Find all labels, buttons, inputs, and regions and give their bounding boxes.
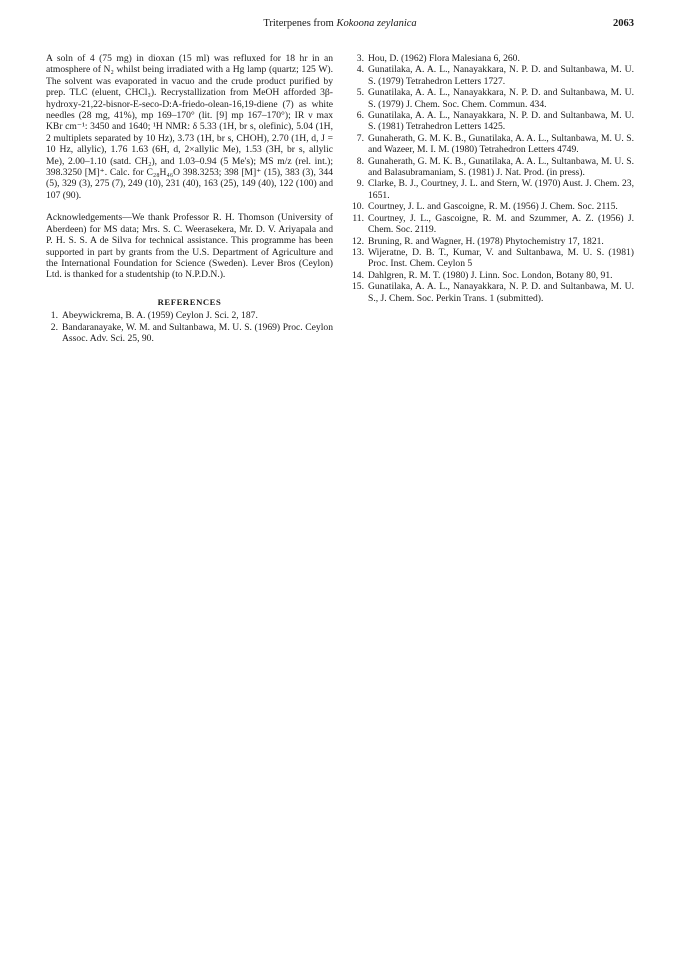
page-number: 2063 <box>613 18 634 29</box>
reference-item <box>46 322 333 345</box>
reference-item <box>352 87 634 110</box>
references-heading: REFERENCES <box>157 296 222 307</box>
running-title <box>46 18 634 29</box>
reference-number: 5. <box>356 87 364 99</box>
experimental-paragraph: A soln of 4 (75 mg) in dioxan (15 ml) was refluxed for 18 hr in an atmosphere of N₂ whilst being irradiated with a Hg lamp (quartz; 125 W). The solvent was evaporated in vacuo and the crude product purified by prep. TLC (eluent, CHCl₃). Recrystallization from MeOH afforded 3β-hydroxy-21,22-bisnor-E-seco-D:A-friedo-olean-16,19-diene (7) as white needles (28 mg, 41%), mp 169–170° (lit. [9] mp 167–170°); IR ν max KBr cm⁻¹: 3450 and 1640; ¹H NMR: δ 5.33 (1H, br s, olefinic), 5.04 (1H, 2 multiplets separated by 10 Hz), 3.73 (1H, br s, CHOH), 2.70 (1H, d, J = 10 Hz, allylic), 1.76 1.63 (6H, d, 2×allylic Me), 1.53 (3H, br s, allylic Me), 2.00–1.10 (satd. CH₂), and 1.03–0.94 (5 Me's); MS m/z (rel. int.); 398.3250 [M]⁺. Calc. for C₂₈H₄₆O 398.3253; 398 [M]⁺ (15), 383 (3), 344 (5), 329 (3), 275 (7), 249 (10), 231 (40), 163 (25), 149 (40), 122 (100) and 107 (90). <box>46 53 333 201</box>
left-column <box>46 53 333 344</box>
reference-text: Gunatilaka, A. A. L., Nanayakkara, N. P. D. and Sultanbawa, M. U. S. (1979) J. Chem. Soc. Chem. Commun. 434. <box>368 87 634 110</box>
reference-item <box>352 178 634 201</box>
reference-item <box>352 247 634 270</box>
reference-text: Wijeratne, D. B. T., Kumar, V. and Sultanbawa, M. U. S. (1981) Proc. Inst. Chem. Ceylon 5 <box>368 246 634 270</box>
reference-item <box>352 133 634 156</box>
reference-item <box>352 156 634 179</box>
reference-number: 13. <box>352 246 364 258</box>
reference-text: Dahlgren, R. M. T. (1980) J. Linn. Soc. London, Botany 80, 91. <box>368 269 613 281</box>
reference-number: 6. <box>356 110 364 122</box>
reference-text: Gunatilaka, A. A. L., Nanayakkara, N. P. D. and Sultanbawa, M. U. S., J. Chem. Soc. Perkin Trans. 1 (submitted). <box>368 281 634 304</box>
acknowledgements-paragraph: Acknowledgements—We thank Professor R. H. Thomson (University of Aberdeen) for MS data; Mrs. S. C. Weerasekera, Mr. D. V. Ariyapala and P. H. S. S. A de Silva for technical assistance. This programme has been supported in part by grants from the U.S. Department of Agriculture and the International Foundation for Science (Sweden). Lever Bros (Ceylon) Ltd. is thanked for a studentship (to N.P.D.N.). <box>46 212 333 281</box>
reference-number: 7. <box>356 132 364 144</box>
running-title-prefix: Triterpenes from <box>263 18 337 29</box>
reference-item <box>352 281 634 304</box>
reference-number: 15. <box>352 281 364 293</box>
reference-number: 3. <box>356 53 364 64</box>
page-header <box>46 18 634 34</box>
reference-number: 2. <box>50 321 58 333</box>
reference-item <box>352 64 634 87</box>
reference-item <box>352 201 634 212</box>
reference-item <box>46 310 333 321</box>
right-column <box>352 53 634 304</box>
reference-number: 12. <box>352 235 364 247</box>
reference-item <box>352 53 634 64</box>
reference-number: 4. <box>356 64 364 76</box>
reference-text: Gunaherath, G. M. K. B., Gunatilaka, A. A. L., Sultanbawa, M. U. S. and Wazeer, M. I. M. (1980) Tetrahedron Letters 4749. <box>368 132 634 156</box>
reference-number: 9. <box>356 178 364 190</box>
reference-text: Courtney, J. L. and Gascoigne, R. M. (1956) J. Chem. Soc. 2115. <box>368 201 618 213</box>
reference-list-right <box>352 53 634 304</box>
reference-number: 1. <box>50 310 58 322</box>
reference-item <box>352 236 634 247</box>
reference-list-left <box>46 310 333 344</box>
reference-number: 14. <box>352 269 364 281</box>
reference-text: Gunaherath, G. M. K. B., Gunatilaka, A. A. L., Sultanbawa, M. U. S. and Balasubramaniam, S. (1981) J. Nat. Prod. (in press). <box>368 155 634 179</box>
reference-text: Bandaranayake, W. M. and Sultanbawa, M. U. S. (1969) Proc. Ceylon Assoc. Adv. Sci. 25, 90. <box>62 321 333 344</box>
reference-number: 8. <box>356 155 364 167</box>
reference-text: Bruning, R. and Wagner, H. (1978) Phytochemistry 17, 1821. <box>368 235 604 247</box>
running-title-species: Kokoona zeylanica <box>336 18 417 29</box>
reference-item <box>352 213 634 236</box>
reference-text: Clarke, B. J., Courtney, J. L. and Stern, W. (1970) Aust. J. Chem. 23, 1651. <box>368 178 634 201</box>
reference-number: 10. <box>352 201 364 213</box>
reference-text: Gunatilaka, A. A. L., Nanayakkara, N. P. D. and Sultanbawa, M. U. S. (1979) Tetrahedron Letters 1727. <box>368 64 634 87</box>
reference-item <box>352 270 634 281</box>
reference-text: Gunatilaka, A. A. L., Nanayakkara, N. P. D. and Sultanbawa, M. U. S. (1981) Tetrahedron Letters 1425. <box>368 110 634 133</box>
reference-text: Courtney, J. L., Gascoigne, R. M. and Szummer, A. Z. (1956) J. Chem. Soc. 2119. <box>368 212 634 236</box>
reference-item <box>352 110 634 133</box>
reference-number: 11. <box>352 212 364 224</box>
reference-text: Abeywickrema, B. A. (1959) Ceylon J. Sci. 2, 187. <box>62 310 258 322</box>
reference-text: Hou, D. (1962) Flora Malesiana 6, 260. <box>368 53 520 64</box>
